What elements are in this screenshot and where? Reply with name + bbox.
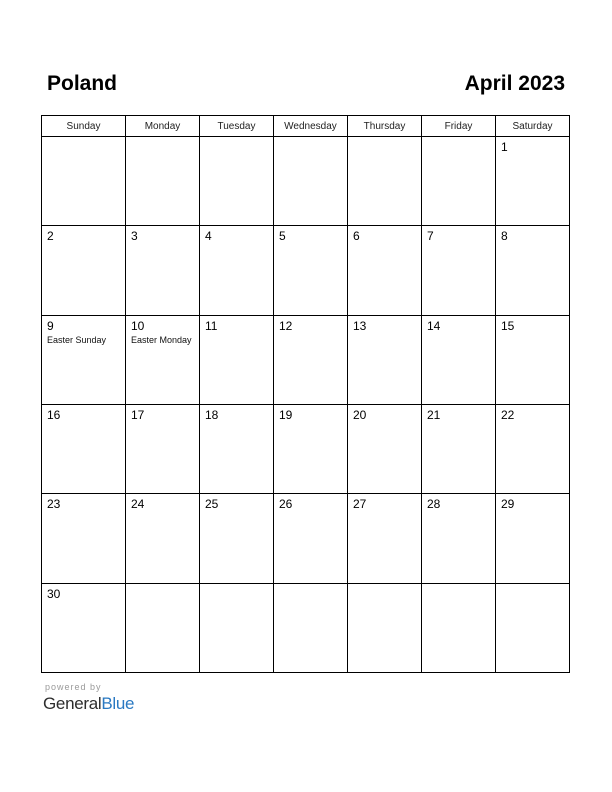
day-number xyxy=(274,584,347,587)
day-number: 30 xyxy=(47,586,61,601)
day-number: 13 xyxy=(353,318,367,333)
week-row xyxy=(42,137,570,226)
brand-general-text: General xyxy=(43,694,102,713)
day-number: 26 xyxy=(279,497,293,512)
day-cell xyxy=(496,315,570,404)
week-row xyxy=(42,315,570,404)
day-number: 12 xyxy=(279,318,293,333)
day-number: 6 xyxy=(353,229,360,244)
day-number xyxy=(42,137,125,140)
day-number: 8 xyxy=(501,229,508,244)
day-number xyxy=(200,584,273,587)
weekday-header: Monday xyxy=(126,116,200,137)
day-cell xyxy=(274,137,348,226)
day-cell xyxy=(496,137,570,226)
day-cell xyxy=(422,226,496,315)
week-row xyxy=(42,583,570,672)
day-number: 5 xyxy=(279,229,286,244)
day-number xyxy=(422,137,495,140)
day-cell xyxy=(42,583,126,672)
week-row xyxy=(42,404,570,493)
day-cell xyxy=(348,583,422,672)
weekday-header: Saturday xyxy=(496,116,570,137)
day-cell xyxy=(200,494,274,583)
day-cell xyxy=(274,404,348,493)
day-cell xyxy=(126,226,200,315)
day-cell xyxy=(274,583,348,672)
day-number: 28 xyxy=(427,497,441,512)
powered-by-text: powered by xyxy=(45,682,102,692)
day-cell xyxy=(496,494,570,583)
day-cell xyxy=(126,583,200,672)
day-number: 18 xyxy=(205,407,219,422)
day-number xyxy=(274,137,347,140)
week-row xyxy=(42,494,570,583)
footer-branding xyxy=(43,682,134,715)
day-number: 17 xyxy=(131,407,145,422)
day-cell xyxy=(126,315,200,404)
day-cell xyxy=(348,494,422,583)
day-number: 25 xyxy=(205,497,219,512)
day-number: 1 xyxy=(501,140,508,154)
day-number: 7 xyxy=(427,229,434,244)
day-number xyxy=(200,137,273,140)
day-cell xyxy=(422,494,496,583)
day-number: 20 xyxy=(353,407,367,422)
day-number: 24 xyxy=(131,497,145,512)
generalblue-logo xyxy=(43,693,134,715)
day-cell xyxy=(200,137,274,226)
day-cell xyxy=(200,583,274,672)
day-cell xyxy=(42,226,126,315)
day-cell xyxy=(496,583,570,672)
day-cell xyxy=(274,315,348,404)
day-number xyxy=(496,584,569,587)
country-title: Poland xyxy=(47,72,118,95)
brand-blue-text: Blue xyxy=(101,694,135,713)
day-number: 27 xyxy=(353,497,367,512)
calendar-body xyxy=(42,137,570,673)
day-cell xyxy=(348,137,422,226)
holiday-label: Easter Sunday xyxy=(47,334,107,345)
day-number: 22 xyxy=(501,407,515,422)
calendar-grid xyxy=(41,115,570,673)
weekday-header: Friday xyxy=(422,116,496,137)
week-row xyxy=(42,226,570,315)
day-cell xyxy=(200,226,274,315)
day-number: 14 xyxy=(427,318,441,333)
holiday-label: Easter Monday xyxy=(131,334,192,345)
day-number: 21 xyxy=(427,407,441,422)
day-cell xyxy=(348,404,422,493)
day-number: 4 xyxy=(205,229,212,244)
day-number xyxy=(422,584,495,587)
day-number: 2 xyxy=(47,229,54,244)
day-number xyxy=(126,137,199,140)
day-cell xyxy=(348,315,422,404)
day-number: 16 xyxy=(47,407,61,422)
day-cell xyxy=(274,494,348,583)
day-number xyxy=(348,137,421,140)
day-number xyxy=(126,584,199,587)
day-cell xyxy=(126,404,200,493)
day-cell xyxy=(422,404,496,493)
day-cell xyxy=(496,404,570,493)
day-cell xyxy=(348,226,422,315)
day-number: 23 xyxy=(47,497,61,512)
day-cell xyxy=(496,226,570,315)
weekday-header: Sunday xyxy=(42,116,126,137)
weekday-header-row xyxy=(42,116,570,137)
day-number xyxy=(348,584,421,587)
day-number: 29 xyxy=(501,497,515,512)
day-cell xyxy=(274,226,348,315)
day-cell xyxy=(200,404,274,493)
day-cell xyxy=(126,494,200,583)
weekday-header: Wednesday xyxy=(274,116,348,137)
day-number: 9 xyxy=(47,318,54,333)
day-cell xyxy=(126,137,200,226)
day-number: 15 xyxy=(501,318,515,333)
day-cell xyxy=(422,137,496,226)
day-number: 11 xyxy=(205,318,218,333)
day-cell xyxy=(422,315,496,404)
day-cell xyxy=(42,404,126,493)
day-cell xyxy=(200,315,274,404)
month-title: April 2023 xyxy=(464,72,565,95)
day-number: 10 xyxy=(131,318,145,333)
weekday-header: Thursday xyxy=(348,116,422,137)
day-cell xyxy=(422,583,496,672)
day-number: 3 xyxy=(131,229,138,244)
day-number: 19 xyxy=(279,407,293,422)
day-cell xyxy=(42,315,126,404)
weekday-header: Tuesday xyxy=(200,116,274,137)
day-cell xyxy=(42,137,126,226)
day-cell xyxy=(42,494,126,583)
